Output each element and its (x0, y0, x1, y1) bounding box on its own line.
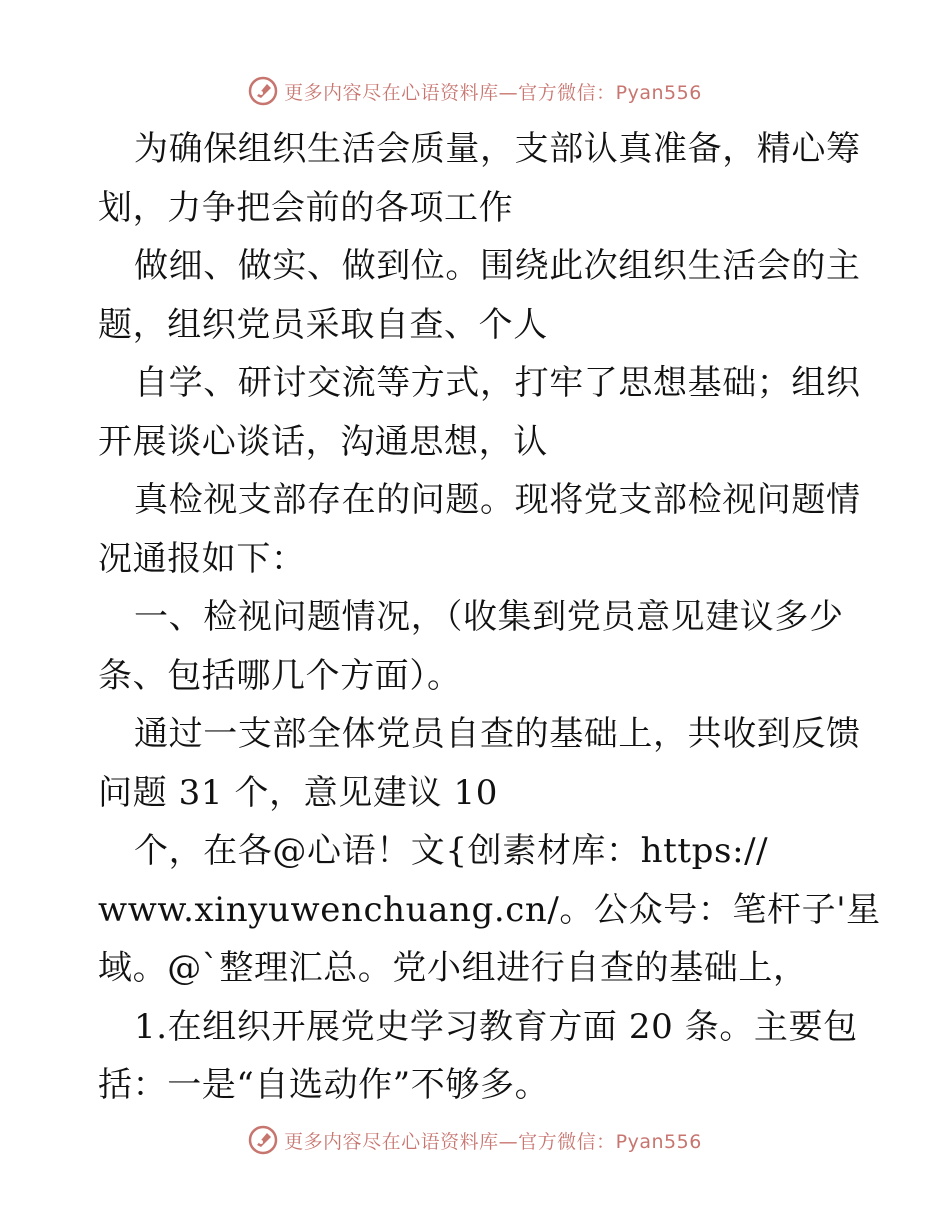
text-line: 域。@`整理汇总。党小组进行自查的基础上， (98, 948, 808, 988)
text-line: 自学、研讨交流等方式，打牢了思想基础；组织 (134, 363, 861, 403)
watermark-text: 更多内容尽在心语资料库—官方微信：Pyan556 (284, 81, 702, 104)
document-body (98, 120, 881, 1115)
text-line: 真检视支部存在的问题。现将党支部检视问题情 (134, 480, 861, 520)
text-line: 题，组织党员采取自查、个人 (98, 304, 548, 345)
text-line: 划，力争把会前的各项工作 (98, 187, 514, 228)
header-watermark (0, 71, 950, 111)
watermark-text: 更多内容尽在心语资料库—官方微信：Pyan556 (284, 1130, 702, 1153)
text-line: 个，在各@心语！文{创素材库：https:// (134, 831, 769, 871)
text-line: 1.在组织开展党史学习教育方面 20 条。主要包 (134, 1006, 858, 1047)
pen-nib-logo-icon (248, 1125, 278, 1155)
text-line: 况通报如下： (98, 538, 306, 579)
text-line: 一、检视问题情况，（收集到党员意见建议多少 (134, 597, 844, 637)
text-line: 条、包括哪几个方面）。 (98, 655, 462, 696)
text-line: 做细、做实、做到位。围绕此次组织生活会的主 (134, 246, 861, 286)
text-line: 开展谈心谈话，沟通思想，认 (98, 421, 548, 462)
text-line: www.xinyuwenchuang.cn/。公众号：笔杆子'星 (98, 889, 881, 930)
text-line: 为确保组织生活会质量，支部认真准备，精心筹 (134, 129, 861, 169)
text-line: 问题 31 个，意见建议 10 (98, 772, 498, 813)
footer-watermark (0, 1120, 950, 1160)
text-line: 括：一是“自选动作”不够多。 (98, 1065, 550, 1105)
text-line: 通过一支部全体党员自查的基础上，共收到反馈 (134, 714, 861, 754)
pen-nib-logo-icon (248, 76, 278, 106)
